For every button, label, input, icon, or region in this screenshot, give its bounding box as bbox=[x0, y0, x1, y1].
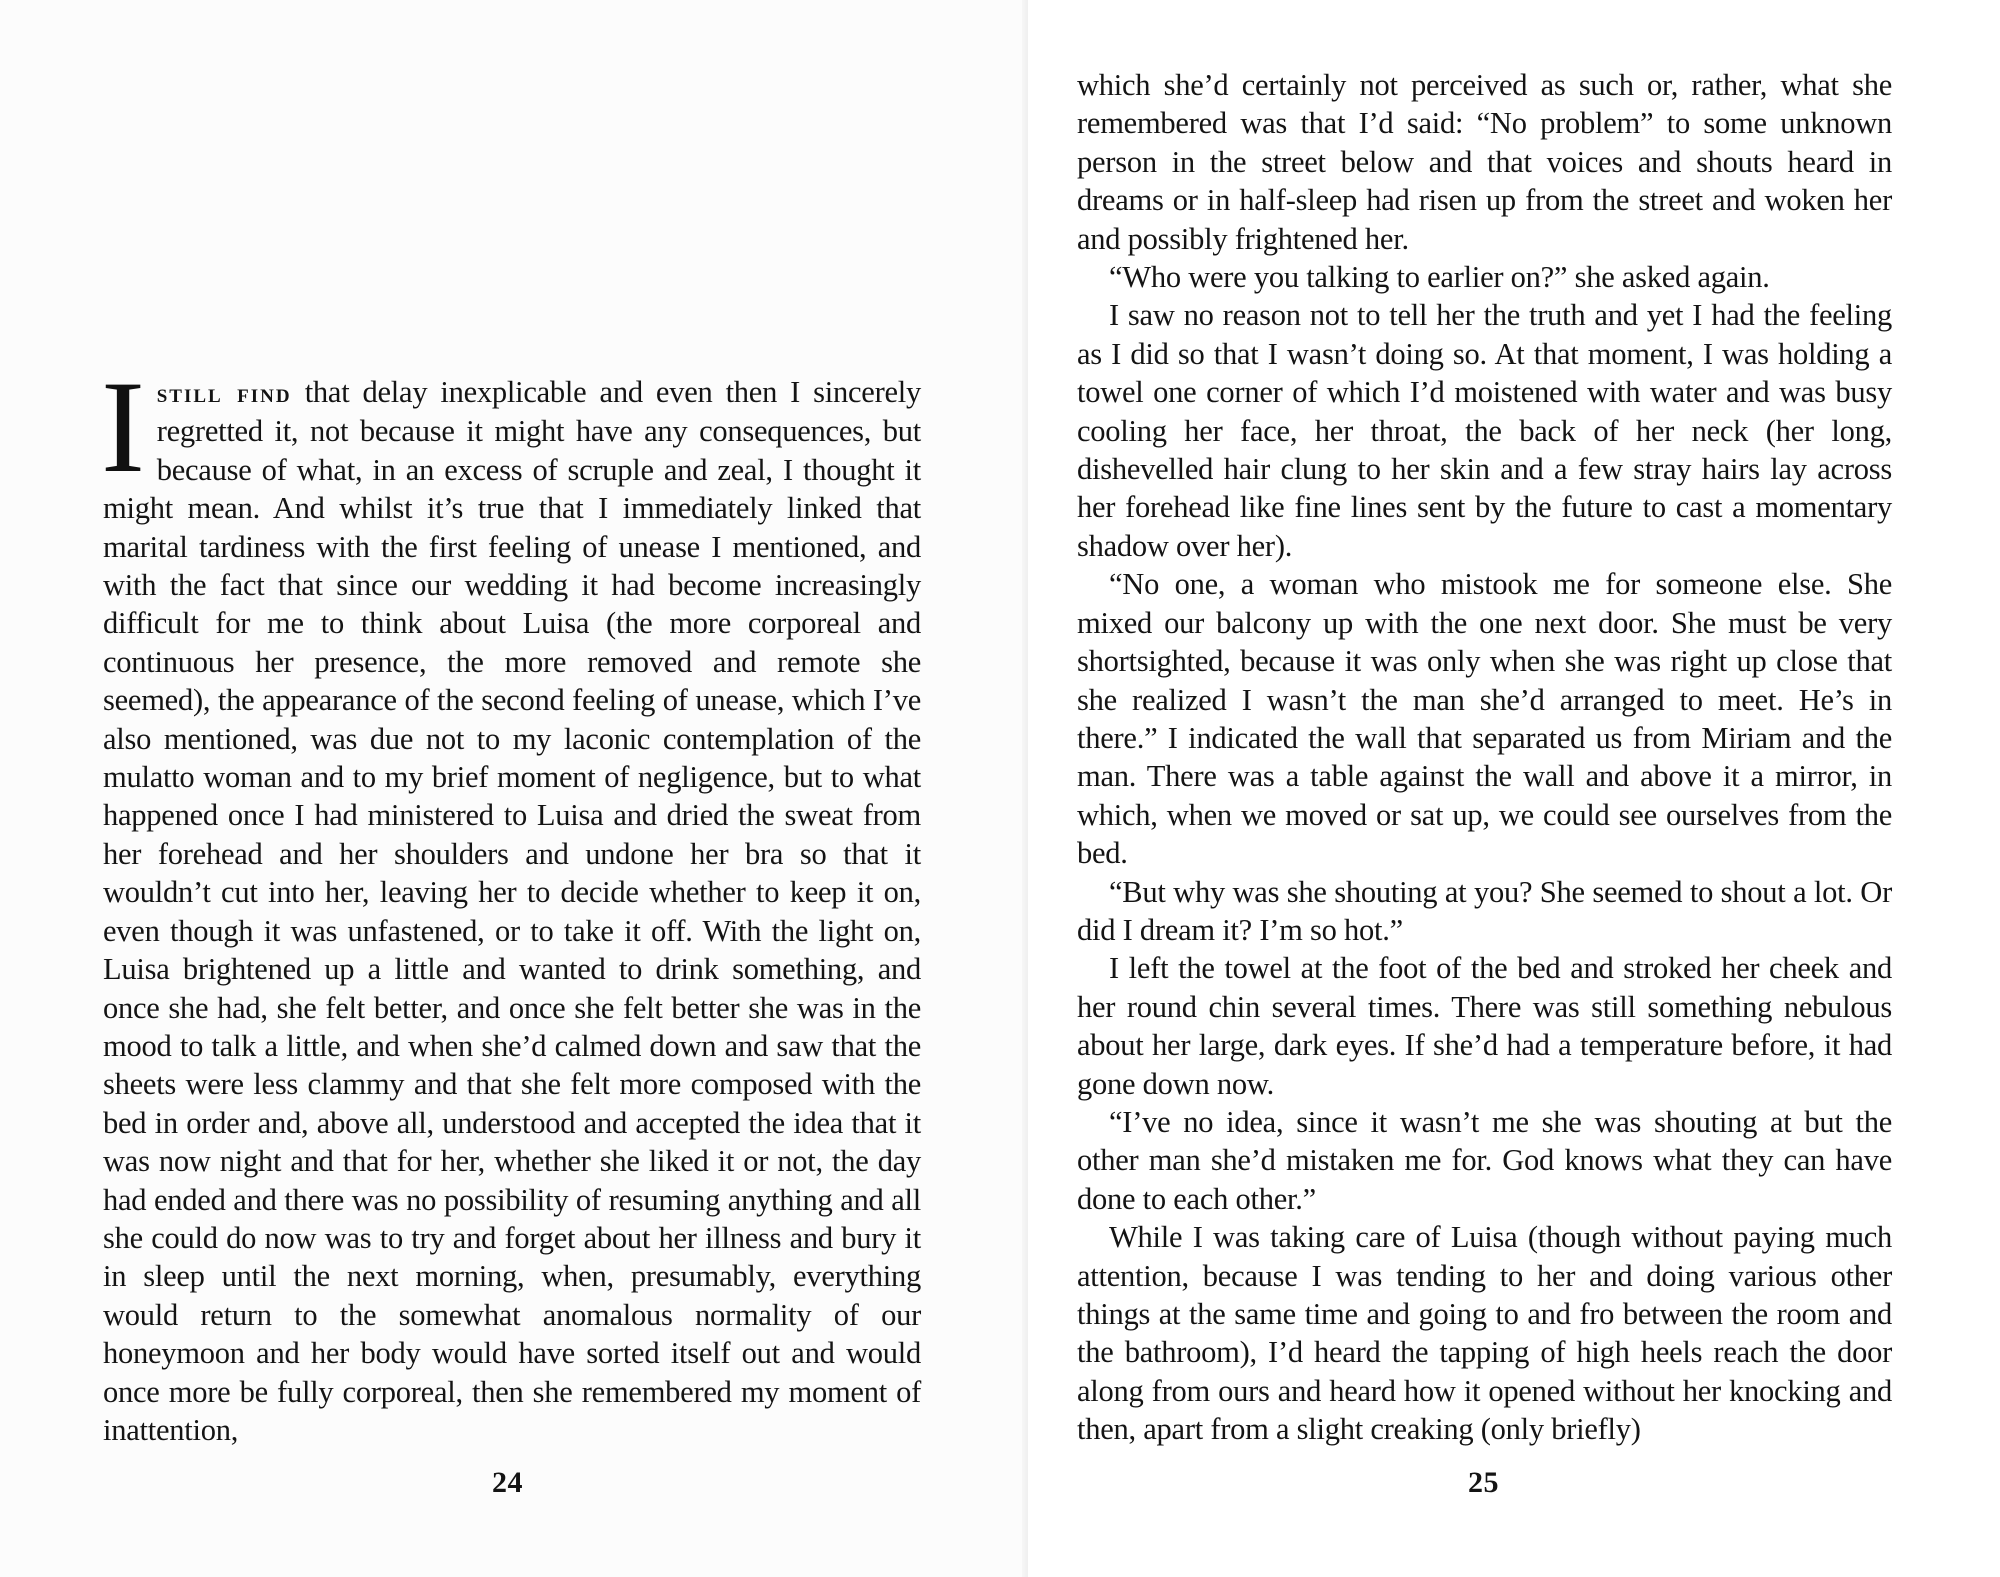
left-page-text bbox=[101, 353, 921, 1449]
right-paragraph-3: I saw no reason not to tell her the truth and yet I had the feeling as I did so that I wasn’t doing so. At that moment, I was holding a towel one corner of which I’d moistened with water and was busy cooling her face, her throat, the back of her neck (her long, dishevelled hair clung to her skin and a few stray hairs lay across her forehead like fine lines sent by the future to cast a momentary shadow over her). bbox=[1077, 298, 1892, 563]
page-number-left: 24 bbox=[492, 1466, 523, 1499]
right-paragraph-7: “I’ve no idea, since it wasn’t me she was shouting at but the other man she’d mistaken me for. God knows what they can have done to each other.” bbox=[1077, 1104, 1892, 1216]
right-page-text bbox=[1077, 66, 1892, 1449]
right-paragraph-2: “Who were you talking to earlier on?” she asked again. bbox=[1109, 260, 1770, 295]
page-number-right: 25 bbox=[1468, 1466, 1499, 1499]
right-paragraph-8: While I was taking care of Luisa (though without paying much attention, because I was tending to her and doing various other things at the same time and going to and fro between the room and the bathroom), I’d heard the tapping of high heels reach the door along from ours and heard how it opened without her knocking and then, apart from a slight creaking (only briefly) bbox=[1077, 1220, 1892, 1447]
right-paragraph-4: “No one, a woman who mistook me for someone else. She mixed our balcony up with the one next door. She must be very shortsighted, because it was only when she was right up close that she realized I wasn’t the man she’d arranged to meet. He’s in there.” I indicated the wall that separated us from Miriam and the man. There was a table against the wall and above it a mirror, in which, when we moved or sat up, we could see ourselves from the bed. bbox=[1077, 567, 1892, 871]
left-paragraph bbox=[101, 353, 921, 1449]
right-paragraph-5: “But why was she shouting at you? She seemed to shout a lot. Or did I dream it? I’m so hot.” bbox=[1077, 874, 1892, 947]
drop-cap: I bbox=[101, 353, 145, 500]
right-paragraph-6: I left the towel at the foot of the bed and stroked her cheek and her round chin several times. There was still something nebulous about her large, dark eyes. If she’d had a temperature before, it had gone down now. bbox=[1077, 951, 1892, 1101]
left-body-text: that delay inexplicable and even then I sincerely regretted it, not because it might have any consequences, but because of what, in an excess of scruple and zeal, I thought it might mean. And whilst it’s true that I immediately linked that marital tardiness with the first feeling of unease I mentioned, and with the fact that since our wedding it had become increasingly difficult for me to think about Luisa (the more corporeal and continuous her presence, the more removed and remote she seemed), the appearance of the second feeling of unease, which I’ve also mentioned, was due not to my laconic contemplation of the mulatto woman and to my brief moment of negligence, but to what happened once I had ministered to Luisa and dried the sweat from her forehead and her shoulders and undone her bra so that it wouldn’t cut into her, leaving her to decide whether to keep it on, even though it was unfastened, or to take it off. With the light on, Luisa brightened up a little and wanted to drink something, and once she had, she felt better, and once she felt better she was in the mood to talk a little, and when she’d calmed down and saw that the sheets were less clammy and that she felt more composed with the bed in order and, above all, understood and accepted the idea that it was now night and that for her, whether she liked it or not, the day had ended and there was no possibility of resuming anything and all she could do now was to try and forget about her illness and bury it in sleep until the next morning, when, presumably, everything would return to the somewhat anomalous normality of our honeymoon and her body would have sorted itself out and would once more be fully corporeal, then she remembered my moment of inattention, bbox=[103, 375, 921, 1447]
right-paragraph-1: which she’d certainly not perceived as such or, rather, what she remembered was that I’d said: “No problem” to some unknown person in the street below and that voices and shouts heard in dreams or in half-sleep had risen up from the street and woken her and possibly frightened her. bbox=[1077, 68, 1892, 256]
small-caps-lead: still find bbox=[156, 378, 292, 408]
